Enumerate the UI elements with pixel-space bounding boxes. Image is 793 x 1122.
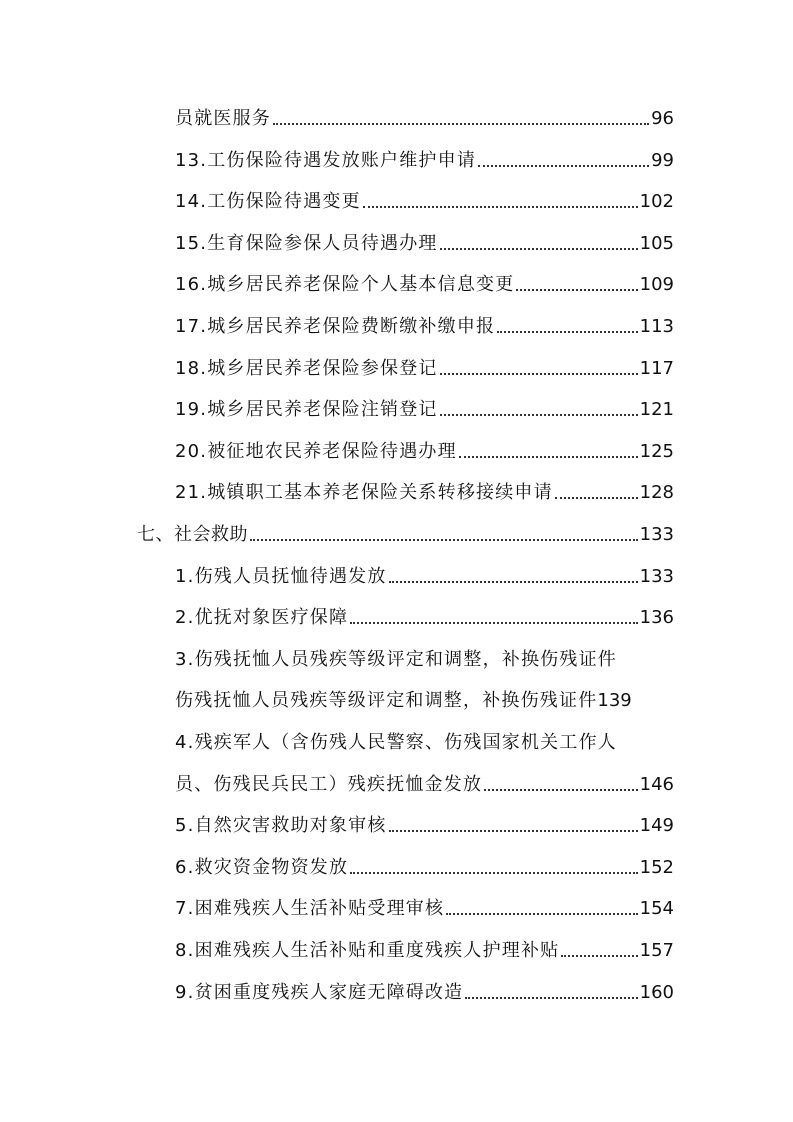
dot-leader [478,165,649,167]
dot-leader [440,414,638,416]
toc-entry-title: 5.自然灾害救助对象审核 [175,815,387,836]
toc-entry-page: 149 [639,815,674,836]
dot-leader [446,913,637,915]
toc-section-title: 七、社会救助 [137,524,248,545]
dot-leader [389,830,638,832]
dot-leader [250,539,638,541]
toc-entry[interactable] [175,682,679,712]
toc-entry-title: 1.伤残人员抚恤待遇发放 [175,566,387,587]
toc-entry-title: 3.伤残抚恤人员残疾等级评定和调整，补换伤残证件 [175,649,617,670]
dot-leader [459,456,638,458]
toc-entry-page: 121 [639,399,674,420]
toc-entry-page: 136 [639,607,674,628]
toc-entry-title: 6.救灾资金物资发放 [175,857,349,878]
toc-entry-title: 16.城乡居民养老保险个人基本信息变更 [175,274,515,295]
dot-leader [465,997,637,999]
toc-entry-page: 160 [639,982,674,1003]
toc-entry-title: 15.生育保险参保人员待遇办理 [175,233,438,254]
toc-entry-title: 13.工伤保险待遇发放账户维护申请 [175,150,477,171]
toc-entry[interactable] [175,308,674,338]
toc-section-heading[interactable] [137,516,674,546]
toc-entry[interactable] [175,391,674,421]
dot-leader [273,123,649,125]
dot-leader [516,289,637,291]
toc-entry-page: 109 [639,274,674,295]
toc-entry-page: 125 [639,441,674,462]
toc-entry[interactable] [175,100,674,130]
dot-leader [555,497,638,499]
toc-entry[interactable] [175,849,674,879]
toc-entry-title: 9.贫困重度残疾人家庭无障碍改造 [175,982,464,1003]
toc-entry-page: 113 [639,316,674,337]
toc-entry-page: 139 [597,690,632,711]
toc-entry-page: 157 [639,940,674,961]
toc-entry-title: 2.优抚对象医疗保障 [175,607,349,628]
toc-entry-title: 18.城乡居民养老保险参保登记 [175,358,438,379]
toc-entry-line[interactable] [175,724,674,754]
toc-entry-page: 96 [651,108,674,129]
toc-entry-page: 128 [639,482,674,503]
toc-entry-page: 133 [639,566,674,587]
toc-entry-page: 154 [639,898,674,919]
toc-entry[interactable] [175,266,674,296]
toc-entry[interactable] [175,142,674,172]
toc-entry-line[interactable] [175,641,674,671]
toc-entry-title: 21.城镇职工基本养老保险关系转移接续申请 [175,482,553,503]
toc-entry-title: 19.城乡居民养老保险注销登记 [175,399,438,420]
toc-entry-page: 102 [639,191,674,212]
dot-leader [440,248,638,250]
dot-leader [389,581,638,583]
toc-entry-page: 105 [639,233,674,254]
toc-entry-title: 伤残抚恤人员残疾等级评定和调整，补换伤残证件 [175,690,598,711]
toc-entry[interactable] [175,766,674,796]
dot-leader [561,955,637,957]
toc-entry-title: 4.残疾军人（含伤残人民警察、伤残国家机关工作人 [175,732,617,753]
toc-entry-page: 99 [651,150,674,171]
toc-entry-title: 员、伤残民兵民工）残疾抚恤金发放 [175,774,483,795]
toc-entry[interactable] [175,932,674,962]
toc-entry[interactable] [175,807,674,837]
toc-entry[interactable] [175,350,674,380]
toc-entry[interactable] [175,974,674,1004]
toc-entry[interactable] [175,474,674,504]
toc-entry[interactable] [175,558,674,588]
toc-entry[interactable] [175,183,674,213]
dot-leader [363,206,638,208]
toc-entry-title: 17.城乡居民养老保险费断缴补缴申报 [175,316,496,337]
toc-entry-title: 14.工伤保险待遇变更 [175,191,361,212]
dot-leader [497,331,637,333]
toc-entry-page: 146 [639,774,674,795]
toc-entry-page: 117 [639,358,674,379]
dot-leader [440,373,638,375]
toc-entry-title: 员就医服务 [175,108,271,129]
toc-entry-title: 8.困难残疾人生活补贴和重度残疾人护理补贴 [175,940,560,961]
toc-entry[interactable] [175,599,674,629]
toc-entry[interactable] [175,890,674,920]
dot-leader [350,622,637,624]
toc-entry-title: 7.困难残疾人生活补贴受理审核 [175,898,445,919]
toc-entry-page: 133 [639,524,674,545]
dot-leader [484,789,637,791]
dot-leader [350,872,637,874]
toc-entry[interactable] [175,225,674,255]
toc-entry-title: 20.被征地农民养老保险待遇办理 [175,441,457,462]
toc-entry[interactable] [175,433,674,463]
toc-entry-page: 152 [639,857,674,878]
